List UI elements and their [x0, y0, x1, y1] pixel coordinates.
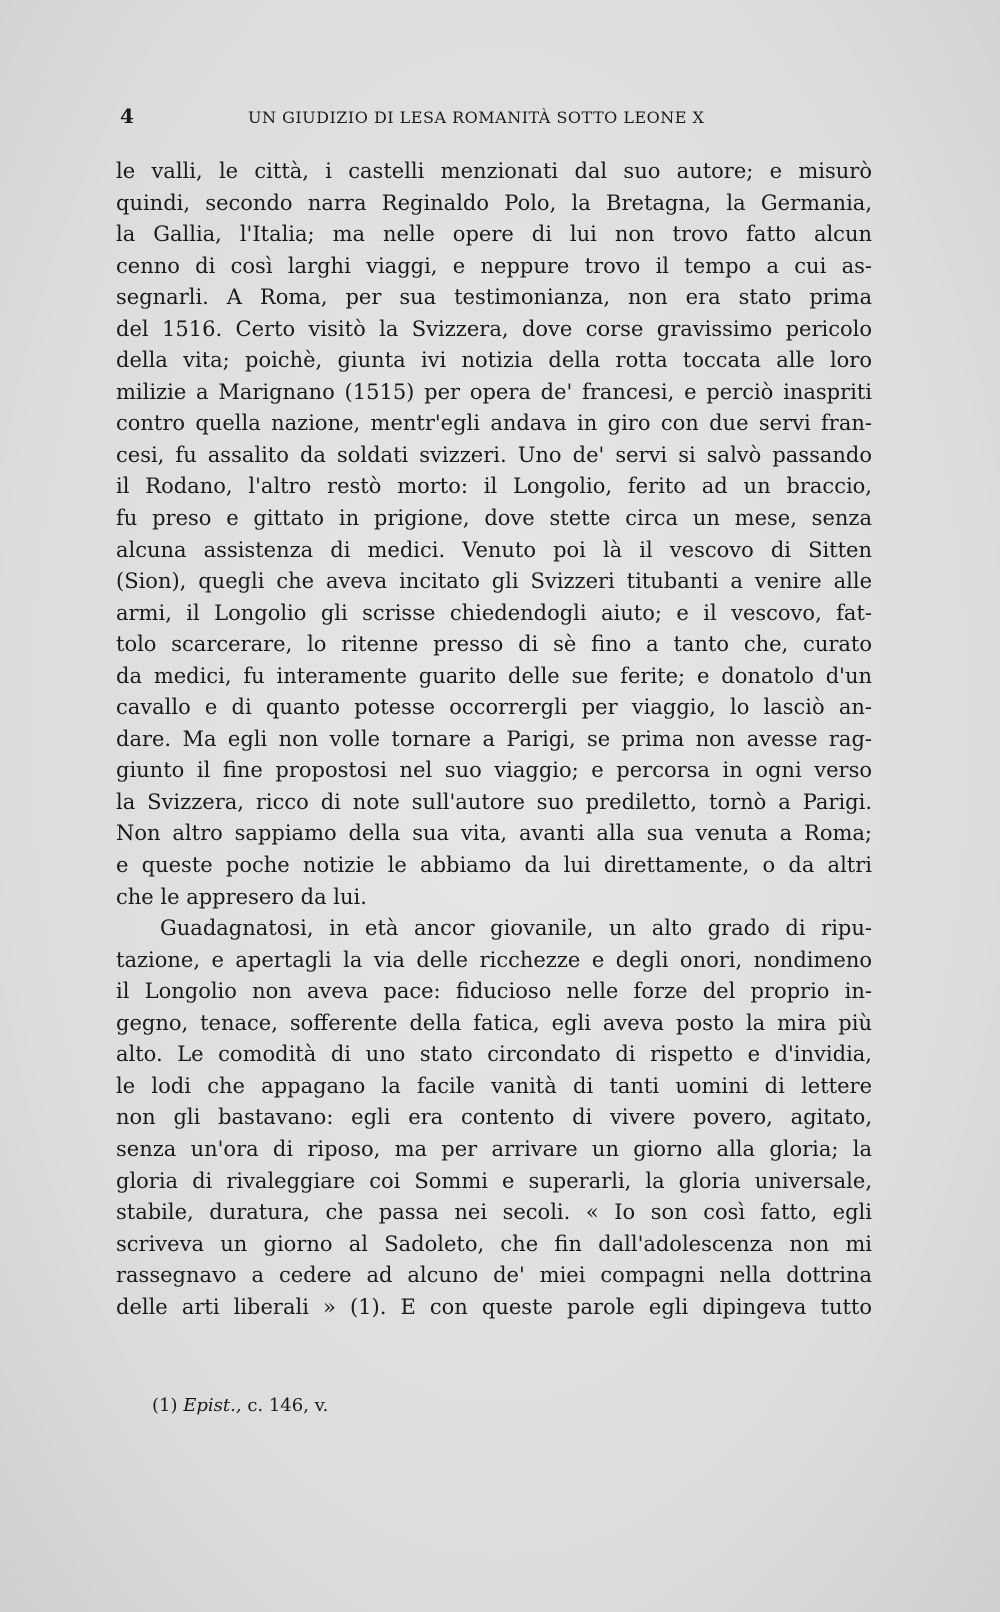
text-line: contro quella nazione, mentr'egli andava in giro con due servi fran-: [116, 411, 872, 436]
page-header: [120, 104, 840, 134]
text-line: tazione, e apertagli la via delle ricchezze e degli onori, nondimeno: [116, 947, 872, 972]
text-line: dare. Ma egli non volle tornare a Parigi, se prima non avesse rag-: [116, 726, 872, 751]
body-text: [116, 156, 872, 1323]
text-line: la Gallia, l'Italia; ma nelle opere di lui non trovo fatto alcun: [116, 222, 872, 247]
text-line: da medici, fu interamente guarito delle sue ferite; e donatolo d'un: [116, 663, 872, 688]
paragraph-start-line: Guadagnatosi, in età ancor giovanile, un alto grado di ripu-: [160, 916, 872, 941]
text-line: alto. Le comodità di uno stato circondato di rispetto e d'invidia,: [116, 1042, 872, 1067]
footnote-reference: c. 146, v.: [247, 1395, 329, 1416]
text-line: rassegnavo a cedere ad alcuno de' miei compagni nella dottrina: [116, 1263, 872, 1288]
running-title: UN GIUDIZIO DI LESA ROMANITÀ SOTTO LEONE X: [248, 108, 705, 127]
text-line: e queste poche notizie le abbiamo da lui direttamente, o da altri: [116, 853, 872, 878]
text-line: non gli bastavano: egli era contento di vivere povero, agitato,: [116, 1105, 872, 1130]
text-line: del 1516. Certo visitò la Svizzera, dove corse gravissimo pericolo: [116, 316, 872, 341]
text-line: scriveva un giorno al Sadoleto, che fin dall'adolescenza non mi: [116, 1231, 872, 1256]
paragraph-end-line: che le appresero da lui.: [116, 884, 367, 909]
text-line: armi, il Longolio gli scrisse chiedendogli aiuto; e il vescovo, fat-: [116, 600, 872, 625]
text-line: il Longolio non aveva pace: fiducioso nelle forze del proprio in-: [116, 979, 872, 1004]
text-line: Non altro sappiamo della sua vita, avanti alla sua venuta a Roma;: [116, 821, 872, 846]
footnote: [152, 1395, 328, 1416]
footnote-marker: (1): [152, 1395, 178, 1416]
page-number: 4: [120, 104, 134, 128]
text-line: il Rodano, l'altro restò morto: il Longolio, ferito ad un braccio,: [116, 474, 872, 499]
text-line: della vita; poichè, giunta ivi notizia della rotta toccata alle loro: [116, 348, 872, 373]
text-line: cesi, fu assalito da soldati svizzeri. Uno de' servi si salvò passando: [116, 442, 872, 467]
text-line: le lodi che appagano la facile vanità di tanti uomini di lettere: [116, 1073, 872, 1098]
text-line: quindi, secondo narra Reginaldo Polo, la Bretagna, la Germania,: [116, 190, 872, 215]
text-line: cavallo e di quanto potesse occorrergli per viaggio, lo lasciò an-: [116, 695, 872, 720]
text-line: stabile, duratura, che passa nei secoli. « Io son così fatto, egli: [116, 1200, 872, 1225]
text-line: tolo scarcerare, lo ritenne presso di sè fino a tanto che, curato: [116, 632, 872, 657]
footnote-source: Epist.,: [183, 1395, 242, 1416]
text-line: segnarli. A Roma, per sua testimonianza, non era stato prima: [116, 285, 872, 310]
text-line: gegno, tenace, sofferente della fatica, egli aveva posto la mira più: [116, 1010, 872, 1035]
text-line: alcuna assistenza di medici. Venuto poi là il vescovo di Sitten: [116, 537, 872, 562]
text-line: delle arti liberali » (1). E con queste parole egli dipingeva tutto: [116, 1294, 872, 1319]
text-line: gloria di rivaleggiare coi Sommi e superarli, la gloria universale,: [116, 1168, 872, 1193]
text-line: le valli, le città, i castelli menzionati dal suo autore; e misurò: [116, 159, 872, 183]
text-line: (Sion), quegli che aveva incitato gli Svizzeri titubanti a venire alle: [116, 569, 872, 594]
text-line: fu preso e gittato in prigione, dove stette circa un mese, senza: [116, 506, 872, 531]
text-line: la Svizzera, ricco di note sull'autore suo prediletto, tornò a Parigi.: [116, 789, 872, 814]
text-line: cenno di così larghi viaggi, e neppure trovo il tempo a cui as-: [116, 253, 872, 278]
text-line: giunto il fine propostosi nel suo viaggio; e percorsa in ogni verso: [116, 758, 872, 783]
text-line: milizie a Marignano (1515) per opera de' francesi, e perciò inaspriti: [116, 379, 872, 404]
text-line: senza un'ora di riposo, ma per arrivare un giorno alla gloria; la: [116, 1136, 872, 1161]
